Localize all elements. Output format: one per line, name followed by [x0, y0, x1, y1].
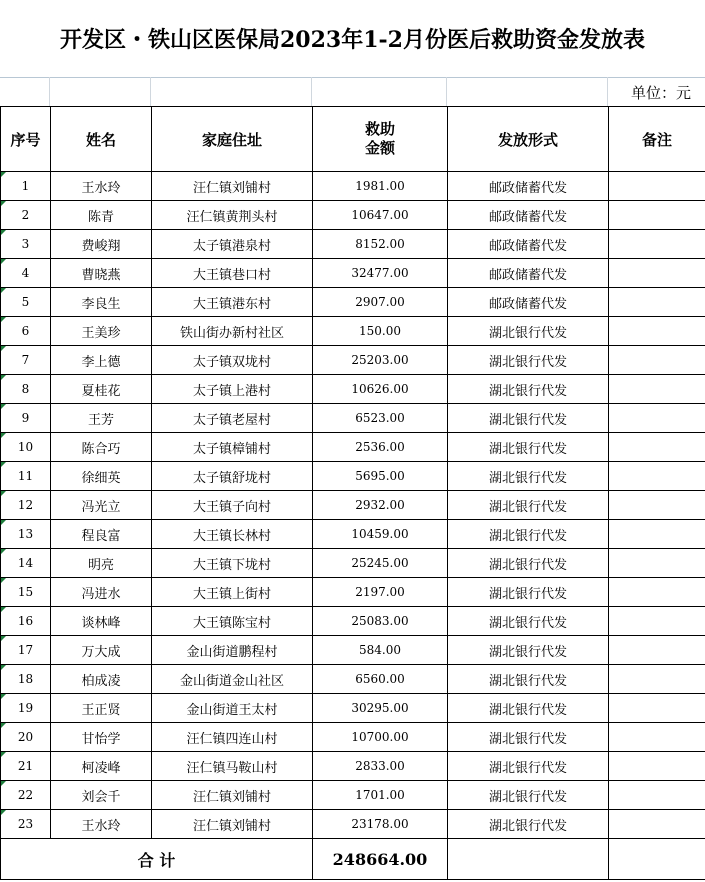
blank-cell[interactable]	[50, 77, 151, 106]
cell-address[interactable]: 汪仁镇黄荆头村	[152, 201, 313, 230]
cell-address[interactable]: 金山街道王太村	[152, 694, 313, 723]
cell-index[interactable]: 1	[1, 172, 51, 201]
cell-index[interactable]: 8	[1, 375, 51, 404]
blank-cell[interactable]	[0, 77, 50, 106]
cell-name[interactable]: 陈青	[51, 201, 152, 230]
cell-remark[interactable]	[609, 375, 705, 404]
cell-index[interactable]: 11	[1, 462, 51, 491]
table-row	[1, 520, 705, 549]
cell-method[interactable]: 湖北银行代发	[448, 781, 609, 810]
cell-index[interactable]: 20	[1, 723, 51, 752]
cell-address[interactable]: 太子镇双垅村	[152, 346, 313, 375]
cell-amount[interactable]: 30295.00	[313, 694, 448, 723]
cell-remark[interactable]	[609, 346, 705, 375]
table-row	[1, 578, 705, 607]
cell-remark[interactable]	[609, 201, 705, 230]
cell-remark[interactable]	[609, 781, 705, 810]
cell-amount[interactable]: 2536.00	[313, 433, 448, 462]
cell-amount[interactable]: 2833.00	[313, 752, 448, 781]
table-row	[1, 636, 705, 665]
table-row	[1, 549, 705, 578]
cell-method[interactable]: 邮政储蓄代发	[448, 259, 609, 288]
cell-amount[interactable]: 32477.00	[313, 259, 448, 288]
table-row	[1, 810, 705, 839]
cell-address[interactable]: 汪仁镇刘铺村	[152, 172, 313, 201]
cell-method[interactable]: 湖北银行代发	[448, 578, 609, 607]
cell-remark[interactable]	[609, 636, 705, 665]
table-row	[1, 491, 705, 520]
table-row	[1, 404, 705, 433]
table-row	[1, 723, 705, 752]
cell-amount[interactable]: 584.00	[313, 636, 448, 665]
blank-cell[interactable]	[312, 77, 447, 106]
cell-index[interactable]: 7	[1, 346, 51, 375]
cell-address[interactable]: 金山街道金山社区	[152, 665, 313, 694]
cell-name[interactable]: 王芳	[51, 404, 152, 433]
cell-name[interactable]: 李上德	[51, 346, 152, 375]
cell-method[interactable]: 邮政储蓄代发	[448, 230, 609, 259]
cell-index[interactable]: 13	[1, 520, 51, 549]
cell-index[interactable]: 2	[1, 201, 51, 230]
table-row	[1, 346, 705, 375]
cell-index[interactable]: 18	[1, 665, 51, 694]
cell-remark[interactable]	[609, 259, 705, 288]
cell-amount[interactable]: 25083.00	[313, 607, 448, 636]
cell-remark[interactable]	[609, 172, 705, 201]
total-label[interactable]: 合 计	[1, 839, 313, 880]
cell-index[interactable]: 16	[1, 607, 51, 636]
cell-name[interactable]: 谈林峰	[51, 607, 152, 636]
cell-name[interactable]: 冯光立	[51, 491, 152, 520]
cell-name[interactable]: 冯进水	[51, 578, 152, 607]
cell-name[interactable]: 明亮	[51, 549, 152, 578]
table-row	[1, 433, 705, 462]
table-row	[1, 665, 705, 694]
cell-name[interactable]: 费峻翔	[51, 230, 152, 259]
header-amount[interactable]	[313, 107, 448, 172]
cell-address[interactable]: 太子镇港泉村	[152, 230, 313, 259]
cell-amount[interactable]: 10459.00	[313, 520, 448, 549]
cell-name[interactable]: 陈合巧	[51, 433, 152, 462]
cell-address[interactable]: 汪仁镇刘铺村	[152, 810, 313, 839]
cell-method[interactable]: 湖北银行代发	[448, 462, 609, 491]
cell-address[interactable]: 大王镇陈宝村	[152, 607, 313, 636]
cell-method[interactable]: 湖北银行代发	[448, 520, 609, 549]
header-amount-line1: 救助	[364, 120, 395, 138]
unit-row	[0, 77, 705, 106]
cell-method[interactable]: 湖北银行代发	[448, 752, 609, 781]
header-name[interactable]: 姓名	[51, 107, 152, 172]
cell-index[interactable]: 6	[1, 317, 51, 346]
cell-method[interactable]: 湖北银行代发	[448, 810, 609, 839]
cell-amount[interactable]: 25203.00	[313, 346, 448, 375]
cell-name[interactable]: 甘怡学	[51, 723, 152, 752]
cell-remark[interactable]	[609, 520, 705, 549]
cell-remark[interactable]	[609, 694, 705, 723]
header-remark[interactable]: 备注	[609, 107, 705, 172]
cell-address[interactable]: 汪仁镇四连山村	[152, 723, 313, 752]
cell-address[interactable]: 太子镇舒垅村	[152, 462, 313, 491]
cell-method[interactable]: 湖北银行代发	[448, 636, 609, 665]
cell-name[interactable]: 程良富	[51, 520, 152, 549]
cell-method[interactable]: 湖北银行代发	[448, 491, 609, 520]
table-row	[1, 259, 705, 288]
cell-address[interactable]: 大王镇巷口村	[152, 259, 313, 288]
cell-name[interactable]: 王水玲	[51, 810, 152, 839]
cell-address[interactable]: 大王镇长林村	[152, 520, 313, 549]
table-row	[1, 694, 705, 723]
table-row	[1, 462, 705, 491]
cell-amount[interactable]: 10647.00	[313, 201, 448, 230]
cell-remark[interactable]	[609, 230, 705, 259]
table-row	[1, 288, 705, 317]
blank-cell[interactable]	[151, 77, 312, 106]
cell-remark[interactable]	[609, 491, 705, 520]
total-amount[interactable]: 248664.00	[313, 839, 448, 880]
cell-index[interactable]: 17	[1, 636, 51, 665]
cell-method[interactable]: 湖北银行代发	[448, 549, 609, 578]
cell-address[interactable]: 太子镇上港村	[152, 375, 313, 404]
cell-name[interactable]: 曹晓燕	[51, 259, 152, 288]
cell-amount[interactable]: 150.00	[313, 317, 448, 346]
header-index[interactable]: 序号	[1, 107, 51, 172]
cell-method[interactable]: 邮政储蓄代发	[448, 172, 609, 201]
cell-name[interactable]: 柯凌峰	[51, 752, 152, 781]
cell-remark[interactable]	[609, 462, 705, 491]
cell-amount[interactable]: 10626.00	[313, 375, 448, 404]
cell-amount[interactable]: 8152.00	[313, 230, 448, 259]
cell-remark[interactable]	[609, 752, 705, 781]
cell-amount[interactable]: 5695.00	[313, 462, 448, 491]
cell-index[interactable]: 10	[1, 433, 51, 462]
cell-name[interactable]: 万大成	[51, 636, 152, 665]
cell-index[interactable]: 19	[1, 694, 51, 723]
table-row	[1, 607, 705, 636]
cell-name[interactable]: 王水玲	[51, 172, 152, 201]
cell-index[interactable]: 14	[1, 549, 51, 578]
cell-address[interactable]: 大王镇港东村	[152, 288, 313, 317]
cell-amount[interactable]: 1701.00	[313, 781, 448, 810]
table-row	[1, 317, 705, 346]
cell-address[interactable]: 汪仁镇刘铺村	[152, 781, 313, 810]
cell-method[interactable]: 湖北银行代发	[448, 317, 609, 346]
cell-remark[interactable]	[609, 578, 705, 607]
cell-address[interactable]: 大王镇下垅村	[152, 549, 313, 578]
header-address[interactable]: 家庭住址	[152, 107, 313, 172]
cell-name[interactable]: 柏成凌	[51, 665, 152, 694]
sheet-title: 开发区・铁山区医保局2023年1-2月份医后救助资金发放表	[0, 0, 705, 78]
total-method-blank[interactable]	[448, 839, 609, 880]
cell-index[interactable]: 5	[1, 288, 51, 317]
cell-method[interactable]: 湖北银行代发	[448, 346, 609, 375]
cell-index[interactable]: 15	[1, 578, 51, 607]
cell-method[interactable]: 邮政储蓄代发	[448, 288, 609, 317]
cell-amount[interactable]: 23178.00	[313, 810, 448, 839]
cell-index[interactable]: 3	[1, 230, 51, 259]
header-row	[1, 107, 705, 172]
cell-amount[interactable]: 1981.00	[313, 172, 448, 201]
cell-amount[interactable]: 6523.00	[313, 404, 448, 433]
table-row	[1, 752, 705, 781]
cell-amount[interactable]: 10700.00	[313, 723, 448, 752]
table-row	[1, 201, 705, 230]
cell-method[interactable]: 湖北银行代发	[448, 723, 609, 752]
cell-method[interactable]: 邮政储蓄代发	[448, 201, 609, 230]
cell-method[interactable]: 湖北银行代发	[448, 404, 609, 433]
cell-remark[interactable]	[609, 665, 705, 694]
relief-fund-table	[0, 106, 705, 880]
cell-remark[interactable]	[609, 288, 705, 317]
total-row	[1, 839, 705, 880]
cell-address[interactable]: 汪仁镇马鞍山村	[152, 752, 313, 781]
table-row	[1, 230, 705, 259]
cell-method[interactable]: 湖北银行代发	[448, 375, 609, 404]
cell-index[interactable]: 23	[1, 810, 51, 839]
cell-index[interactable]: 4	[1, 259, 51, 288]
cell-remark[interactable]	[609, 810, 705, 839]
cell-amount[interactable]: 2197.00	[313, 578, 448, 607]
cell-name[interactable]: 王美珍	[51, 317, 152, 346]
cell-address[interactable]: 太子镇樟铺村	[152, 433, 313, 462]
cell-remark[interactable]	[609, 404, 705, 433]
cell-remark[interactable]	[609, 549, 705, 578]
cell-remark[interactable]	[609, 433, 705, 462]
cell-address[interactable]: 太子镇老屋村	[152, 404, 313, 433]
cell-amount[interactable]: 6560.00	[313, 665, 448, 694]
cell-address[interactable]: 大王镇子向村	[152, 491, 313, 520]
cell-address[interactable]: 铁山街办新村社区	[152, 317, 313, 346]
cell-method[interactable]: 湖北银行代发	[448, 433, 609, 462]
cell-name[interactable]: 夏桂花	[51, 375, 152, 404]
cell-name[interactable]: 王正贤	[51, 694, 152, 723]
cell-index[interactable]: 21	[1, 752, 51, 781]
header-amount-line2: 金额	[364, 139, 395, 157]
total-remark-blank[interactable]	[609, 839, 705, 880]
cell-index[interactable]: 12	[1, 491, 51, 520]
cell-method[interactable]: 湖北银行代发	[448, 665, 609, 694]
table-row	[1, 781, 705, 810]
cell-address[interactable]: 金山街道鹏程村	[152, 636, 313, 665]
unit-label: 单位：元	[630, 84, 691, 102]
blank-cell[interactable]	[447, 77, 608, 106]
table-row	[1, 172, 705, 201]
header-method[interactable]: 发放形式	[448, 107, 609, 172]
cell-method[interactable]: 湖北银行代发	[448, 607, 609, 636]
cell-address[interactable]: 大王镇上街村	[152, 578, 313, 607]
cell-amount[interactable]: 2907.00	[313, 288, 448, 317]
cell-name[interactable]: 李良生	[51, 288, 152, 317]
cell-index[interactable]: 22	[1, 781, 51, 810]
cell-remark[interactable]	[609, 607, 705, 636]
cell-amount[interactable]: 25245.00	[313, 549, 448, 578]
cell-method[interactable]: 湖北银行代发	[448, 694, 609, 723]
cell-index[interactable]: 9	[1, 404, 51, 433]
cell-name[interactable]: 徐细英	[51, 462, 152, 491]
table-row	[1, 375, 705, 404]
cell-remark[interactable]	[609, 317, 705, 346]
cell-name[interactable]: 刘会千	[51, 781, 152, 810]
cell-remark[interactable]	[609, 723, 705, 752]
cell-amount[interactable]: 2932.00	[313, 491, 448, 520]
